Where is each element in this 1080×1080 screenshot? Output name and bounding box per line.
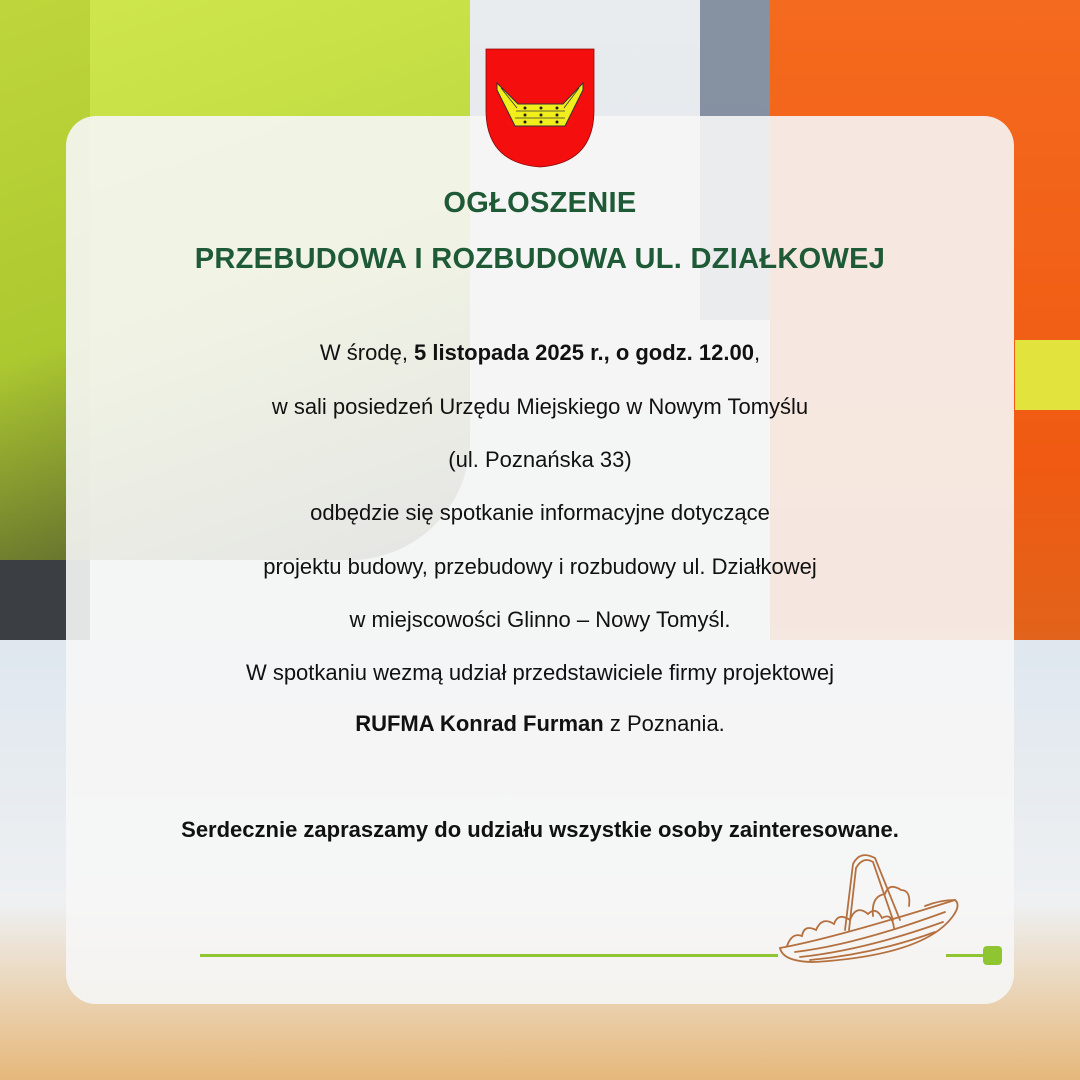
body-line-date [0, 340, 1080, 366]
text: W środę, [319, 340, 415, 365]
coat-of-arms-icon [485, 48, 595, 168]
invitation-text: Serdecznie zapraszamy do udziału wszystkie osoby zainteresowane. [181, 817, 899, 842]
body-line-6: w miejscowości Glinno – Nowy Tomyśl. [349, 607, 731, 632]
company-name: RUFMA Konrad Furman [355, 711, 604, 736]
body-line-venue: w sali posiedzeń Urzędu Miejskiego w Nowym Tomyślu [271, 394, 809, 419]
body-line-4: odbędzie się spotkanie informacyjne dotyczące [310, 500, 770, 525]
announcement-title: OGŁOSZENIE [443, 187, 637, 219]
announcement-subtitle: PRZEBUDOWA I ROZBUDOWA UL. DZIAŁKOWEJ [194, 243, 886, 275]
text: z Poznania. [603, 711, 725, 736]
body-line-company [0, 711, 1080, 737]
date-time: 5 listopada 2025 r., o godz. 12.00 [414, 340, 754, 365]
body-line-address: (ul. Poznańska 33) [448, 447, 632, 472]
divider-dot [983, 946, 1002, 965]
divider-line [200, 954, 778, 957]
text: , [753, 340, 761, 365]
body-line-5: projektu budowy, przebudowy i rozbudowy ul. Działkowej [263, 554, 817, 579]
basket-icon [775, 850, 965, 970]
body-line-7: W spotkaniu wezmą udział przedstawiciele firmy projektowej [245, 660, 835, 685]
